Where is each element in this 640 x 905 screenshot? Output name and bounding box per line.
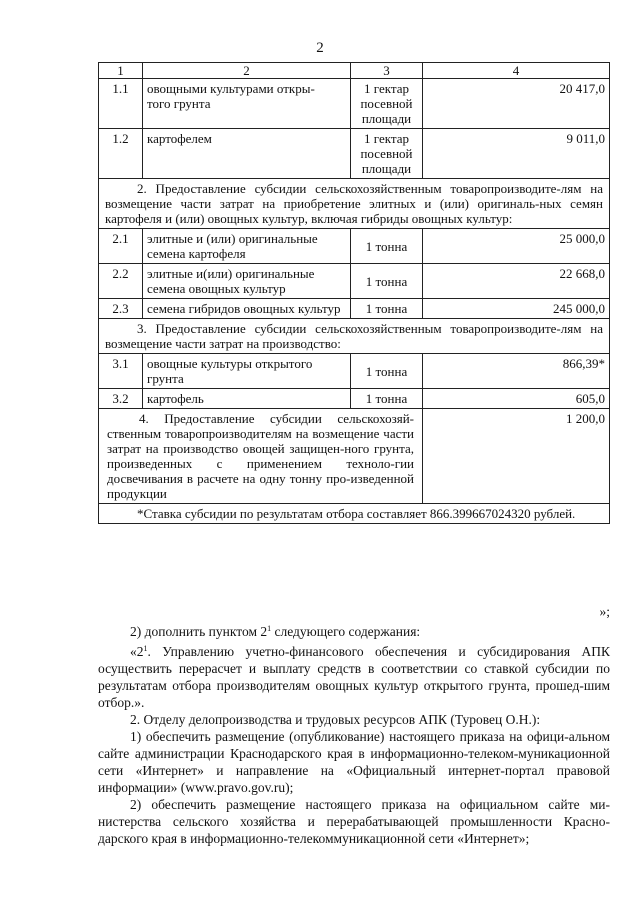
row-number: 2.1 <box>99 229 143 264</box>
row-value: 9 011,0 <box>423 129 610 179</box>
table-row <box>99 354 610 389</box>
table-row <box>99 129 610 179</box>
row-number: 3.2 <box>99 389 143 409</box>
paragraph <box>98 620 610 640</box>
table-row <box>99 299 610 319</box>
section-2-heading: 2. Предоставление субсидии сельскохозяйственным товаропроизводите-лям на возмещение части затрат на приобретение элитных и (или) оригиналь-ных семян картофеля и (или) овощных культур, включая гибриды овощных культур: <box>99 179 610 229</box>
row-name: элитные и(или) оригинальные семена овощных культур <box>143 264 351 299</box>
row-number: 1.1 <box>99 79 143 129</box>
header-cell: 3 <box>351 63 423 79</box>
row-number: 3.1 <box>99 354 143 389</box>
table-row <box>99 229 610 264</box>
paragraph: 2) обеспечить размещение настоящего приказа на официальном сайте ми-нистерства сельского хозяйства и перерабатывающей промышленности Красно-дарского края в информационно-телекоммуникационной сети «Интернет»; <box>98 797 610 846</box>
row-name: овощными культурами откры- того грунта <box>143 79 351 129</box>
section-row <box>99 179 610 229</box>
header-cell: 1 <box>99 63 143 79</box>
footnote-row <box>99 504 610 524</box>
row-number: 2.2 <box>99 264 143 299</box>
row-name: семена гибридов овощных культур <box>143 299 351 319</box>
paragraph: 1) обеспечить размещение (опубликование) настоящего приказа на офици-альном сайте администрации Краснодарского края в информационно-телеком-муникационной сети «Интернет» и направление на «Официальный интернет-портал правовой информации» (www.pravo.gov.ru); <box>98 729 610 795</box>
paragraph-text: «2 <box>130 644 144 659</box>
section-row <box>99 319 610 354</box>
paragraph-text: . Управлению учетно-финансового обеспечения и субсидирования АПК осуществить перерасчет и выплату средств в соответствии со ставкой субсидии по результатам отбора производителям овощных культур открытого грунта, прошед-шим отбор.». <box>98 644 610 710</box>
row-name: овощные культуры открытого грунта <box>143 354 351 389</box>
section-4-text: 4. Предоставление субсидии сельскохозяй-ственным товаропроизводителям на возмещение части затрат на производство овощей защищен-ного грунта, произведенных с применением техноло-гии досвечивания в расчете на одну тонну про-изведенной продукции <box>99 409 423 504</box>
row-value: 1 200,0 <box>423 409 610 504</box>
paragraph-text: 2) дополнить пунктом 2 <box>130 624 268 639</box>
row-value: 866,39* <box>423 354 610 389</box>
row-name: элитные и (или) оригинальные семена картофеля <box>143 229 351 264</box>
paragraph-text: следующего содержания: <box>271 624 421 639</box>
table-row <box>99 409 610 504</box>
table-row <box>99 264 610 299</box>
footnote: *Ставка субсидии по результатам отбора составляет 866.399667024320 рублей. <box>99 504 610 524</box>
row-number: 2.3 <box>99 299 143 319</box>
row-value: 25 000,0 <box>423 229 610 264</box>
row-value: 20 417,0 <box>423 79 610 129</box>
closing-quote: »; <box>599 604 610 619</box>
row-unit: 1 тонна <box>351 299 423 319</box>
row-number: 1.2 <box>99 129 143 179</box>
row-unit: 1 тонна <box>351 264 423 299</box>
row-unit: 1 гектар посевной площади <box>351 129 423 179</box>
row-name: картофелем <box>143 129 351 179</box>
section-3-heading: 3. Предоставление субсидии сельскохозяйственным товаропроизводите-лям на возмещение части затрат на производство: <box>99 319 610 354</box>
table-header-row <box>99 63 610 79</box>
superscript: 1 <box>267 624 272 633</box>
row-name: картофель <box>143 389 351 409</box>
subsidy-rates-table <box>98 62 610 524</box>
paragraph <box>98 640 610 711</box>
page-number: 2 <box>316 40 324 56</box>
row-unit: 1 тонна <box>351 229 423 264</box>
table-row <box>99 389 610 409</box>
row-value: 245 000,0 <box>423 299 610 319</box>
row-unit: 1 тонна <box>351 354 423 389</box>
row-value: 605,0 <box>423 389 610 409</box>
superscript: 1 <box>143 644 148 653</box>
table-row <box>99 79 610 129</box>
row-unit: 1 тонна <box>351 389 423 409</box>
row-unit: 1 гектар посевной площади <box>351 79 423 129</box>
document-body <box>98 603 610 847</box>
paragraph: 2. Отделу делопроизводства и трудовых ресурсов АПК (Туровец О.Н.): <box>130 712 541 727</box>
header-cell: 4 <box>423 63 610 79</box>
header-cell: 2 <box>143 63 351 79</box>
row-value: 22 668,0 <box>423 264 610 299</box>
